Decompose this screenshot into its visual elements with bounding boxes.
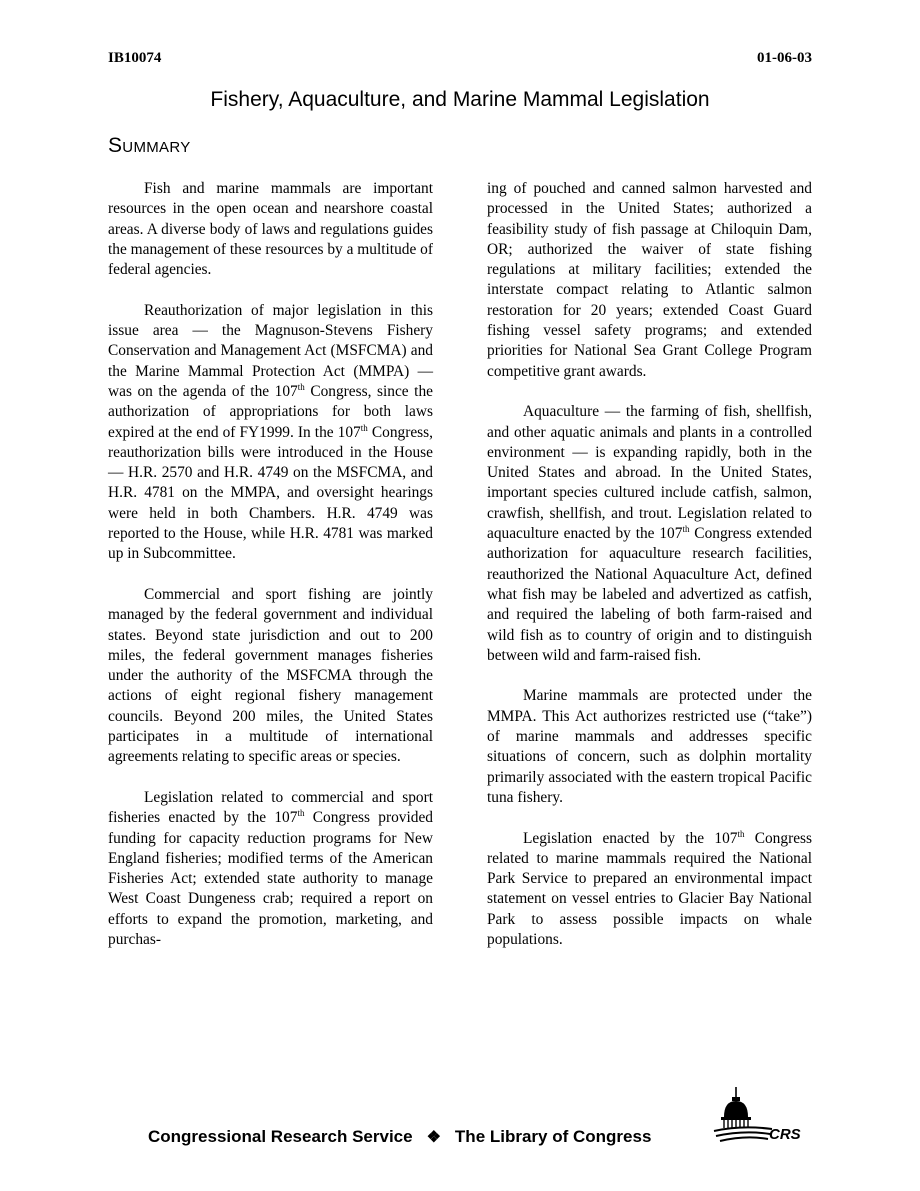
paragraph: Legislation enacted by the 107th Congress related to marine mammals required the National Park Service to prepared an environmental impact statement on vessel entries to Glacier Bay National Park to assess possible impacts on whale populations. [487,828,813,948]
footer-separator-icon: ❖ [426,1129,441,1146]
report-id: IB10074 [108,50,162,66]
right-column [487,179,812,971]
report-date: 01-06-03 [757,50,812,66]
crs-logo-text: CRS [769,1126,801,1143]
footer [148,1127,651,1147]
paragraph: Commercial and sport fishing are jointly managed by the federal government and individual states. Beyond state jurisdiction and out to 200 miles, the federal government manages fisheries under the authority of the MSFCMA through the actions of eight regional fishery management councils. Beyond 200 miles, the United States participates in a multitude of international agreements relating to specific areas or species. [108,585,433,766]
left-column [108,179,433,971]
footer-library: The Library of Congress [454,1127,652,1146]
paragraph: ing of pouched and canned salmon harvested and processed in the United States; authorized a feasibility study of fish passage at Chiloquin Dam, OR; authorized the waiver of state fishing regulations at military facilities; extended the interstate compact relating to Atlantic salmon restoration for 20 years; extended Coast Guard fishing vessel safety programs; and extended priorities for National Sea Grant College Program competitive grant awards. [487,180,812,380]
document-title: Fishery, Aquaculture, and Marine Mammal Legislation [210,88,710,111]
footer-org: Congressional Research Service [148,1127,413,1146]
section-heading-summary: Summary [108,134,191,157]
paragraph: Marine mammals are protected under the MMPA. This Act authorizes restricted use (“take”) of marine mammals and addresses specific situations of concern, such as dolphin mortality primarily associated with the eastern tropical Pacific tuna fishery. [487,687,812,806]
paragraph: Fish and marine mammals are important resources in the open ocean and nearshore coastal areas. A diverse body of laws and regulations guides the management of these resources by a multitude of federal agencies. [108,180,433,279]
paragraph: Aquaculture — the farming of fish, shellfish, and other aquatic animals and plants in a controlled environment — is expanding rapidly, both in the United States and abroad. In the United States, important species cultured include catfish, salmon, crawfish, shellfish, and trout. Legislation related to aquaculture enacted by the 107th Congress extended authorization for aquaculture research facilities, reauthorized the National Aquaculture Act, defined what fish may be labeled and advertized as catfish, and required the labeling of both farm-raised and wild fish as to country of origin and to distinguish between wild and farm-raised fish. [487,403,812,664]
paragraph: Reauthorization of major legislation in this issue area — the Magnuson-Stevens Fishery Conservation and Management Act (MSFCMA) and the Marine Mammal Protection Act (MMPA) — was on the agenda of the 107th Congress, since the authorization of appropriations for both laws expired at the end of FY1999. In the 107th Congress, reauthorization bills were introduced in the House — H.R. 2570 and H.R. 4749 on the MSFCMA, and H.R. 4781 on the MMPA, and oversight hearings were held in both Chambers. H.R. 4749 was reported to the House, while H.R. 4781 was marked up in Subcommittee. [108,301,433,563]
crs-capitol-logo [712,1085,808,1147]
paragraph: Legislation related to commercial and sport fisheries enacted by the 107th Congress provided funding for capacity reduction programs for New England fisheries; modified terms of the American Fisheries Act; extended state authority to manage West Coast Dungeness crab; required a report on efforts to expand the promotion, marketing, and purchas- [108,788,433,948]
